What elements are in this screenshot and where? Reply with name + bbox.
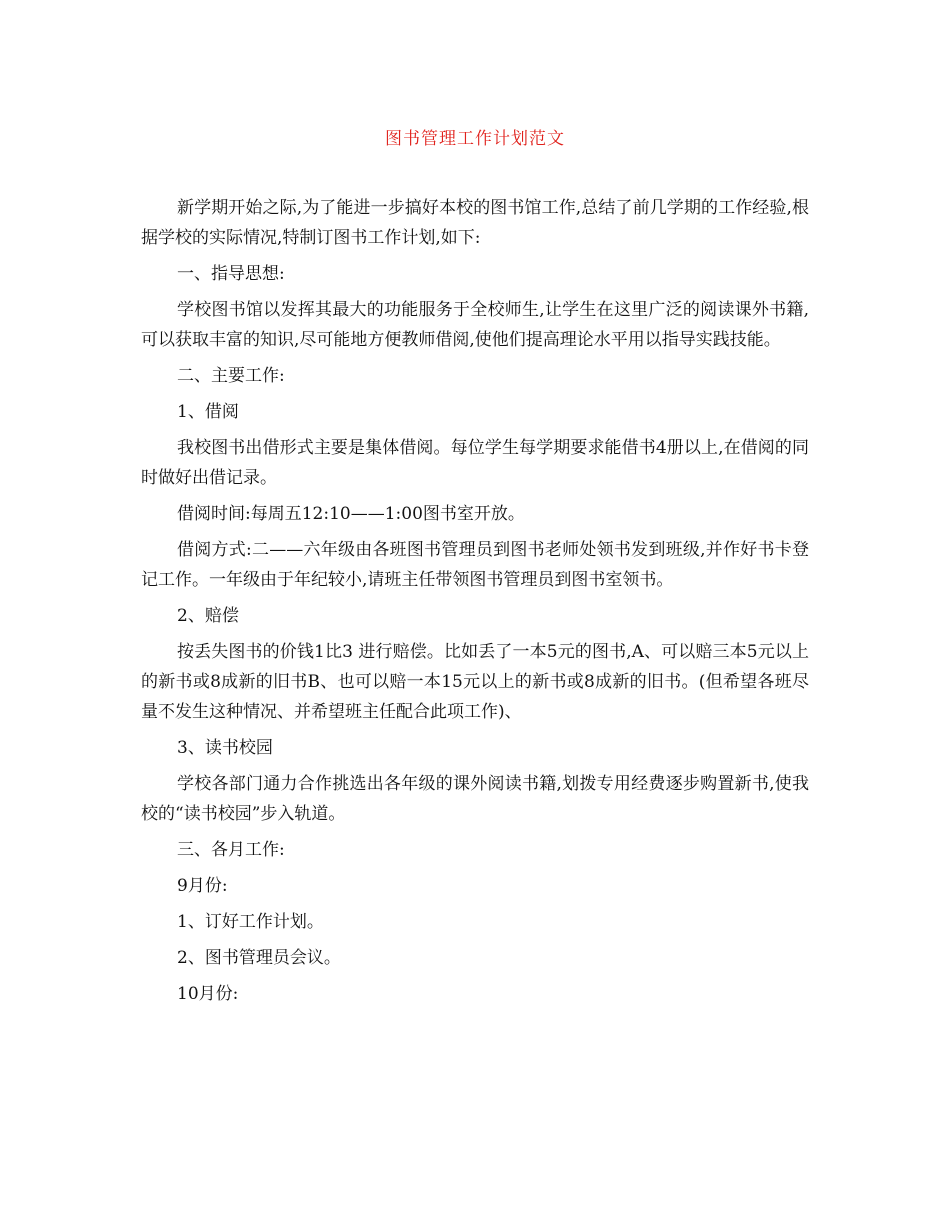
guiding-thought-paragraph: 学校图书馆以发挥其最大的功能服务于全校师生,让学生在这里广泛的阅读课外书籍,可以获取丰富的知识,尽可能地方便教师借阅,使他们提高理论水平用以指导实践技能。 bbox=[141, 300, 809, 350]
month-october-heading: 10月份: bbox=[177, 984, 239, 1004]
intro-paragraph: 新学期开始之际,为了能进一步搞好本校的图书馆工作,总结了前几学期的工作经验,根据学校的实际情况,特制订图书工作计划,如下: bbox=[141, 198, 809, 248]
section-heading-monthly-work: 三、各月工作: bbox=[177, 840, 285, 860]
borrowing-method-paragraph: 借阅方式:二——六年级由各班图书管理员到图书老师处领书发到班级,并作好书卡登记工作。一年级由于年纪较小,请班主任带领图书管理员到图书室领书。 bbox=[141, 540, 809, 590]
compensation-paragraph: 按丢失图书的价钱1比3 进行赔偿。比如丢了一本5元的图书,A、可以赔三本5元以上的新书或8成新的旧书B、也可以赔一本15元以上的新书或8成新的旧书。(但希望各班尽量不发生这种情况、并希望班主任配合此项工作)、 bbox=[141, 642, 809, 722]
subheading-borrowing: 1、借阅 bbox=[177, 402, 239, 422]
september-item-2: 2、图书管理员会议。 bbox=[177, 948, 341, 968]
document-title: 图书管理工作计划范文 bbox=[385, 129, 565, 149]
subheading-compensation: 2、赔偿 bbox=[177, 606, 239, 626]
month-september-heading: 9月份: bbox=[177, 876, 228, 896]
section-heading-main-work: 二、主要工作: bbox=[177, 366, 285, 386]
reading-campus-paragraph: 学校各部门通力合作挑选出各年级的课外阅读书籍,划拨专用经费逐步购置新书,使我校的“读书校园”步入轨道。 bbox=[141, 774, 809, 824]
borrowing-paragraph: 我校图书出借形式主要是集体借阅。每位学生每学期要求能借书4册以上,在借阅的同时做好出借记录。 bbox=[141, 438, 809, 488]
borrowing-time-paragraph: 借阅时间:每周五12:10——1:00图书室开放。 bbox=[177, 504, 525, 524]
subheading-reading-campus: 3、读书校园 bbox=[177, 738, 273, 758]
section-heading-guiding-thought: 一、指导思想: bbox=[177, 264, 285, 284]
september-item-1: 1、订好工作计划。 bbox=[177, 912, 324, 932]
document-body bbox=[141, 193, 809, 1015]
